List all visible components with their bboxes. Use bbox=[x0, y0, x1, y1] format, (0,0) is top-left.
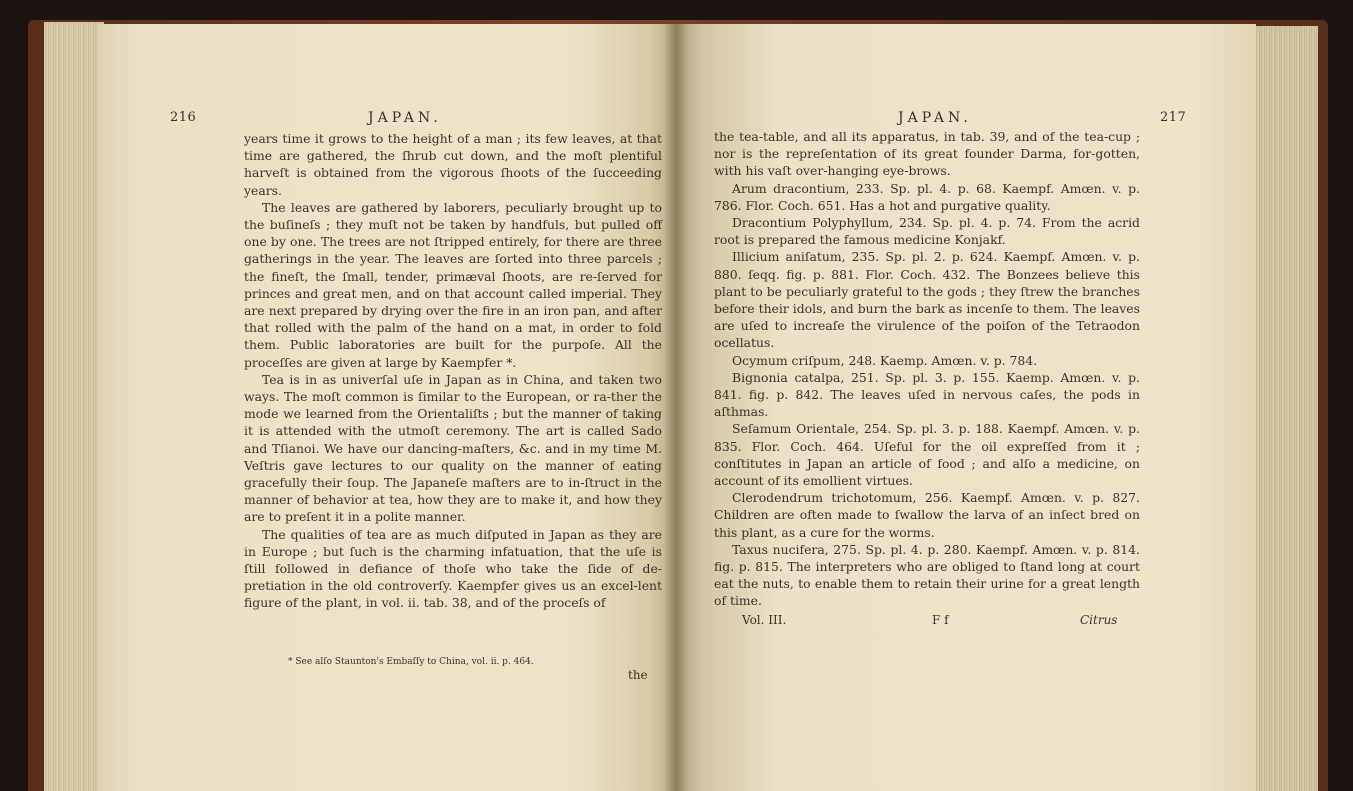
right-running-head: JAPAN. bbox=[898, 110, 972, 126]
right-catchword: Citrus bbox=[1080, 613, 1118, 627]
left-paragraph-4: The qualities of tea are as much diſputed in Japan as they are in Europe ; but ſuch is the charming infatuation, that the uſe is ſtill followed in defiance of thoſe who take the ſide of de-pretiation in the old controverſy. Kaempfer gives us an excel-lent figure of the plant, in vol. ii. tab. 38, and of the proceſs of bbox=[244, 526, 662, 611]
right-body-text bbox=[714, 128, 1140, 610]
left-paragraph-1: years time it grows to the height of a man ; its few leaves, at that time are gathered, the ſhrub cut down, and the moſt plentiful harveſt is obtained from the vigorous ſhoots of the ſucceeding years. bbox=[244, 131, 662, 198]
right-page bbox=[676, 24, 1256, 791]
right-paragraph-5: Ocymum criſpum, 248. Kaemp. Amœn. v. p. 784. bbox=[732, 352, 1038, 368]
right-paragraph-1: the tea-table, and all its apparatus, in tab. 39, and of the tea-cup ; nor is the repreſentation of its great founder Darma, for-gotten, with his vaſt over-hanging eye-brows. bbox=[714, 129, 1140, 179]
right-paragraph-2: Arum dracontium, 233. Sp. pl. 4. p. 68. Kaempf. Amœn. v. p. 786. Flor. Coch. 651. Has a hot and purgative quality. bbox=[714, 180, 1140, 213]
right-paragraph-3: Dracontium Polyphyllum, 234. Sp. pl. 4. p. 74. From the acrid root is prepared the famous medicine Konjakf. bbox=[714, 215, 1140, 248]
left-page bbox=[98, 24, 678, 791]
book-gutter bbox=[664, 24, 688, 791]
left-page-number: 216 bbox=[170, 110, 197, 125]
signature-mark: F f bbox=[932, 613, 949, 627]
left-paragraph-3: Tea is in as univerſal uſe in Japan as in China, and taken two ways. The moſt common is ſimilar to the European, or ra-ther the mode we learned from the Orientaliſts ; but the manner of taking it is attended with the utmoſt ceremony. The art is called Sado and Tſianoi. We have our dancing-maſters, &c. and in my time M. Veſtris gave lectures to our quality on the manner of eating gracefully their ſoup. The Japaneſe maſters are to in-ſtruct in the manner of behavior at tea, how they are to make it, and how they are to preſent it in a polite manner. bbox=[244, 371, 662, 525]
right-paragraph-4: Illicium aniſatum, 235. Sp. pl. 2. p. 624. Kaempf. Amœn. v. p. 880. ſeqq. fig. p. 881. Flor. Coch. 432. The Bonzees believe this plant to be peculiarly grateful to the gods ; they ſtrew the branches before their idols, and burn the bark as incenſe to them. The leaves are uſed to increaſe the virulence of the poiſon of the Tetraodon ocellatus. bbox=[714, 249, 1140, 351]
left-paragraph-2: The leaves are gathered by laborers, peculiarly brought up to the buſineſs ; they muſt not be taken by handfuls, but pulled off one by one. The trees are not ſtripped entirely, for there are three gatherings in the year. The leaves are ſorted into three parcels ; the fineſt, the ſmall, tender, primæval ſhoots, are re-ſerved for princes and great men, and on that account called imperial. They are next prepared by drying over the fire in an iron pan, and after that rolled with the palm of the hand on a mat, in order to fold them. Public laboratories are built for the purpoſe. All the proceſſes are given at large by Kaempfer *. bbox=[244, 199, 662, 370]
right-page-number: 217 bbox=[1160, 110, 1187, 125]
left-page-edges bbox=[44, 22, 104, 791]
right-paragraph-8: Clerodendrum trichotomum, 256. Kaempf. Amœn. v. p. 827. Children are often made to ſwallow the larva of an inſect bred on this plant, as a cure for the worms. bbox=[714, 490, 1140, 540]
left-footnote: * See alſo Staunton's Embaſſy to China, vol. ii. p. 464. bbox=[288, 657, 534, 667]
volume-number: Vol. III. bbox=[742, 613, 787, 627]
right-paragraph-9: Taxus nucifera, 275. Sp. pl. 4. p. 280. Kaempf. Amœn. v. p. 814. fig. p. 815. The interpreters who are obliged to ſtand long at court eat the nuts, to enable them to retain their urine for a great length of time. bbox=[714, 541, 1140, 609]
left-body-text bbox=[244, 130, 662, 612]
left-catchword: the bbox=[628, 668, 648, 682]
right-paragraph-7: Seſamum Orientale, 254. Sp. pl. 3. p. 188. Kaempf. Amœn. v. p. 835. Flor. Coch. 464. Uſeful for the oil expreſſed from it ; conſtitutes in Japan an article of food ; and alſo a medicine, on account of its emollient virtues. bbox=[714, 421, 1140, 489]
right-page-edges bbox=[1250, 26, 1318, 791]
right-paragraph-6: Bignonia catalpa, 251. Sp. pl. 3. p. 155. Kaemp. Amœn. v. p. 841. fig. p. 842. The leaves uſed in nervous caſes, the pods in aſthmas. bbox=[714, 369, 1140, 420]
left-running-head: JAPAN. bbox=[368, 110, 442, 126]
